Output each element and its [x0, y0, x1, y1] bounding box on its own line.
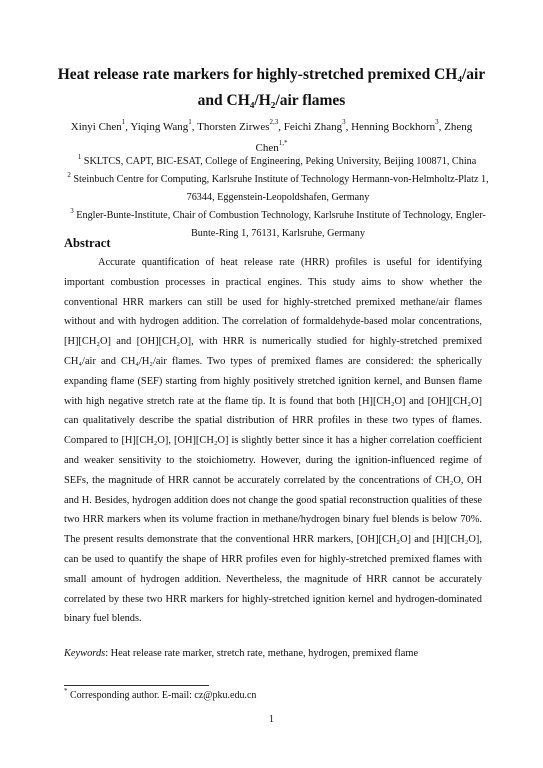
author-name: Henning Bockhorn	[351, 121, 436, 133]
author-affiliation-mark: 1	[188, 118, 192, 127]
author-name: Thorsten Zirwes	[197, 121, 270, 133]
author-name: Feichi Zhang	[283, 121, 343, 133]
footnote-text: Corresponding author. E-mail: cz@pku.edu.cn	[67, 690, 257, 701]
corresponding-author-footnote	[64, 686, 257, 701]
author-affiliation-mark: 3	[342, 118, 346, 127]
footnote-mark: *	[64, 686, 68, 695]
affiliation-2	[58, 171, 498, 207]
abstract-heading: Abstract	[64, 236, 111, 250]
author-affiliation-mark: 1	[121, 118, 126, 127]
author-name: Yiqing Wang	[130, 121, 189, 133]
author-list: Xinyi Chen$^1$, Yiqing Wang$^1$, Thorsten Zirwes$^{2,3}$, Feichi Zhang$^3$, Henning Bockhorn$^3$, Zheng Chen$^{1,*}$	[70, 118, 473, 154]
abstract-body: Accurate quantification of heat release rate (HRR) profiles is useful for identifying important combustion processes in practical engines. This study aims to show whether the conventional HRR markers can still be used for highly-stretched premixed methane/air flames without and with hydrogen addition. The correlation of formaldehyde-based molar concentrations, [H][CH₂O] and [OH][CH₂O], with HRR is numerically studied for highly-stretched premixed CH₄/air and CH₄/H₂/air flames. Two types of premixed flames are considered: the spherically expanding flame (SEF) starting from highly positively stretched ignition kernel, and Bunsen flame with high negative stretch rate at the flame tip. It is found that both [H][CH₂O] and [OH][CH₂O] can qualitatively describe the spatial distribution of HRR profiles in these two types of flames. Compared to [H][CH₂O], [OH][CH₂O] is slightly better since it has a higher correlation coefficient and weaker sensitivity to the stoichiometry. However, during the ignition-influenced regime of SEFs, the magnitude of HRR cannot be accurately correlated by the concentrations of CH₂O, OH and H. Besides, hydrogen addition does not change the good spatial reconstruction qualities of these two HRR markers when its volume fraction in methane/hydrogen binary fuel blends is below 70%. The present results demonstrate that the conventional HRR markers, [OH][CH₂O] and [H][CH₂O], can be used to quantify the shape of HRR profiles even for highly-stretched premixed flames with small amount of hydrogen addition. Nevertheless, the magnitude of HRR cannot be accurately correlated by these two HRR markers for highly-stretched ignition kernel and hydrogen-dominated binary fuel blends.	[64, 257, 482, 625]
keywords-text: : Heat release rate marker, stretch rate, methane, hydrogen, premixed flame	[105, 648, 419, 659]
author-affiliation-mark: 3	[435, 118, 439, 127]
affiliation-number: 3	[70, 206, 74, 215]
affiliation-text: Steinbuch Centre for Computing, Karlsruhe Institute of Technology Hermann-von-Helmholtz-Platz 1, 76344, Eggenstein-Leopoldshafen, Germany	[73, 174, 489, 203]
author-name: Xinyi Chen	[70, 121, 122, 133]
author-name: Zheng Chen	[255, 121, 473, 154]
title-line-1: Heat release rate markers for highly-stretched premixed CH₄/air	[57, 66, 486, 83]
paper-title	[40, 62, 503, 114]
affiliation-number: 1	[77, 152, 82, 161]
title-line-2: and CH₄/H₂/air flames	[197, 92, 346, 109]
author-affiliation-mark: 2,3	[269, 118, 279, 127]
keywords-label: Keywords	[64, 648, 106, 659]
footnote-divider	[64, 685, 209, 686]
author-affiliation-mark: 1,*	[278, 139, 288, 148]
keywords-line	[64, 648, 484, 659]
affiliation-text: SKLTCS, CAPT, BIC-ESAT, College of Engineering, Peking University, Beijing 100871, China	[83, 156, 477, 167]
affiliation-3	[58, 207, 498, 243]
page-number: 1	[268, 714, 275, 725]
affiliation-1	[52, 153, 502, 171]
affiliation-number: 2	[67, 170, 71, 179]
affiliation-text: Engler-Bunte-Institute, Chair of Combustion Technology, Karlsruhe Institute of Technology, Engler-Bunte-Ring 1, 76131, Karlsruhe, Germany	[76, 210, 486, 239]
